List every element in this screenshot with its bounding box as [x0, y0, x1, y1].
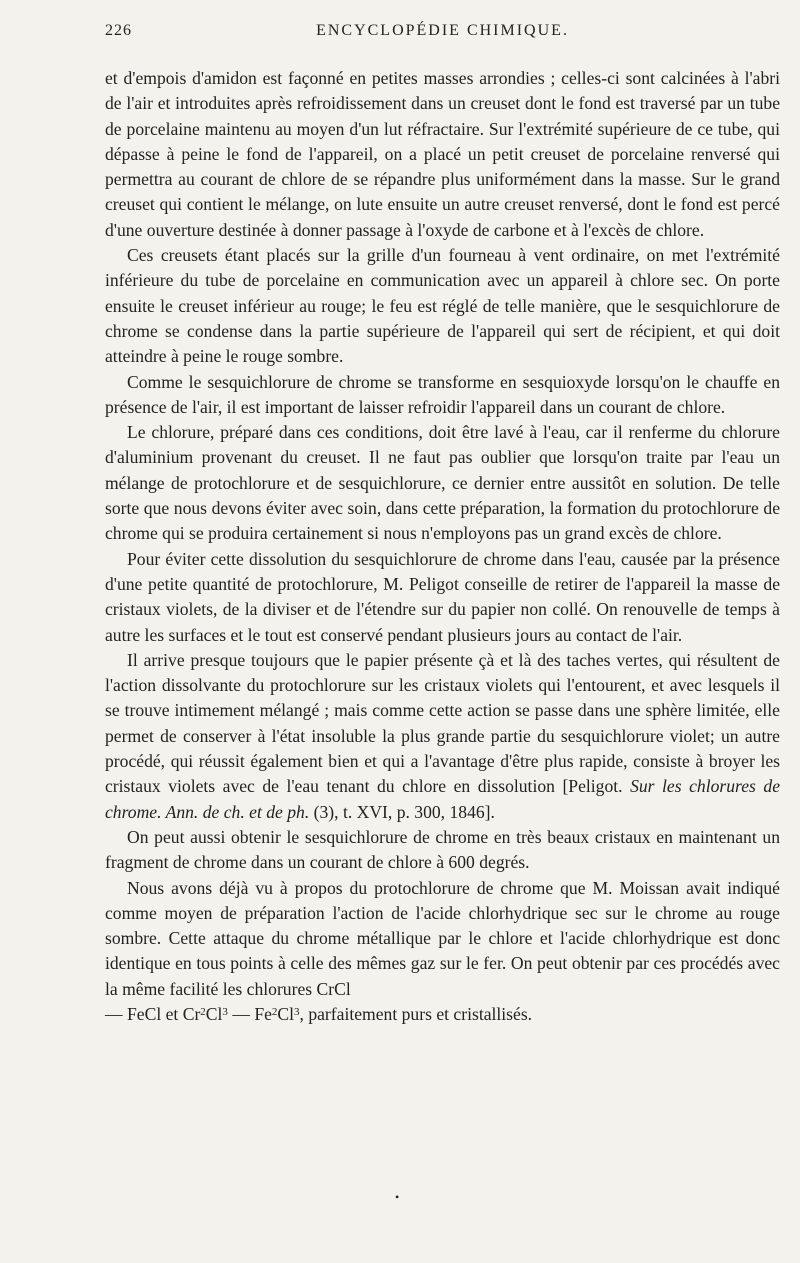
paragraph-text: Nous avons déjà vu à propos du protochlorure de chrome que M. Moissan avait indiqué comme moyen de préparation l'action de l'acide chlorhydrique sec sur le chrome au rouge sombre. Cette attaque du chrome métallique par le chlore et l'acide chlorhydrique est donc identique en tous points à celle des mêmes gaz sur le fer. On peut obtenir par ces procédés avec la même facilité les chlorures CrCl	[105, 877, 780, 999]
paragraph	[105, 876, 780, 1028]
page-header	[105, 22, 780, 50]
paragraph: Pour éviter cette dissolution du sesquichlorure de chrome dans l'eau, causée par la présence d'une petite quantité de protochlorure, M. Peligot conseille de retirer de l'appareil la masse de cristaux violets, de la diviser et de l'étendre sur du papier non collé. On renouvelle de temps à autre les surfaces et le tout est conservé pendant plusieurs jours au contact de l'air.	[105, 548, 780, 645]
formula-part: Cl	[277, 1003, 295, 1024]
formula-sup: 2	[271, 1005, 278, 1018]
paragraph: et d'empois d'amidon est façonné en petites masses arrondies ; celles-ci sont calcinées à l'abri de l'air et introduites après refroidissement dans un creuset dont le fond est traversé par un tube de porcelaine maintenu au moyen d'un lut réfractaire. Sur l'extrémité supérieure de ce tube, qui dépasse à peine le fond de l'appareil, on a placé un petit creuset de porcelaine renversé qui permettra au courant de chlore de se répandre plus uniformément dans la masse. Sur le grand creuset qui contient le mélange, on lute ensuite un autre creuset renversé, dont le fond est percé d'une ouverture destinée à donner passage à l'oxyde de carbone et à l'excès de chlore.	[105, 68, 780, 240]
formula-sup: 2	[200, 1005, 206, 1018]
body-text	[105, 66, 780, 1027]
formula-sup: 3	[222, 1005, 228, 1018]
paragraph: Le chlorure, préparé dans ces conditions, doit être lavé à l'eau, car il renferme du chlorure d'aluminium provenant du creuset. Il ne faut pas oublier que lorsqu'on traite par l'eau un mélange de protochlorure et de sesquichlorure, ce dernier entre aussitôt en solution. De telle sorte que nous devons éviter avec soin, dans cette préparation, la formation du protochlorure de chrome qui se produira certainement si nous n'employons pas un grand excès de chlore.	[105, 422, 780, 544]
footer-mark: •	[395, 1190, 400, 1204]
page-number: 226	[105, 22, 132, 39]
paragraph-tail: , parfaitement purs et cristallisés.	[299, 1003, 533, 1024]
paragraph: Comme le sesquichlorure de chrome se transforme en sesquioxyde lorsqu'on le chauffe en présence de l'air, il est important de laisser refroidir l'appareil dans un courant de chlore.	[105, 371, 780, 417]
formula-part: — Fe	[227, 1003, 272, 1024]
running-title: ENCYCLOPÉDIE CHIMIQUE.	[316, 22, 569, 39]
formula-part: Cl	[205, 1003, 223, 1024]
citation-details: (3), t. XVI, p. 300, 1846].	[309, 801, 495, 822]
formula-sup: 3	[294, 1005, 300, 1018]
paragraph: Ces creusets étant placés sur la grille d'un fourneau à vent ordinaire, on met l'extrémité inférieure du tube de porcelaine en communication avec un appareil à chlore sec. On porte ensuite le creuset inférieur au rouge; le feu est réglé de telle manière, que le sesquichlorure de chrome se condense dans la partie supérieure de l'appareil qui sert de récipient, et qui doit atteindre à peine le rouge sombre.	[105, 245, 780, 367]
paragraph	[105, 648, 780, 825]
paragraph-text: Il arrive presque toujours que le papier présente çà et là des taches vertes, qui résultent de l'action dissolvante du protochlorure sur les cristaux violets qui l'entourent, et avec lesquels il se trouve intimement mélangé ; mais comme cette action se passe dans une sphère limitée, elle permet de conserver à l'état insoluble la plus grande partie du sesquichlorure violet; un autre procédé, qui réussit également bien et qui a l'avantage d'être plus rapide, consiste à broyer les cristaux violets avec de l'eau tenant du chlore en dissolution [Peligot.	[105, 649, 780, 797]
citation-title: Sur les chlorures de chrome. Ann. de ch. et de ph.	[105, 776, 780, 822]
paragraph: On peut aussi obtenir le sesquichlorure de chrome en très beaux cristaux en maintenant un fragment de chrome dans un courant de chlore à 600 degrés.	[105, 826, 780, 873]
formula-part: — FeCl et Cr	[105, 1003, 201, 1024]
